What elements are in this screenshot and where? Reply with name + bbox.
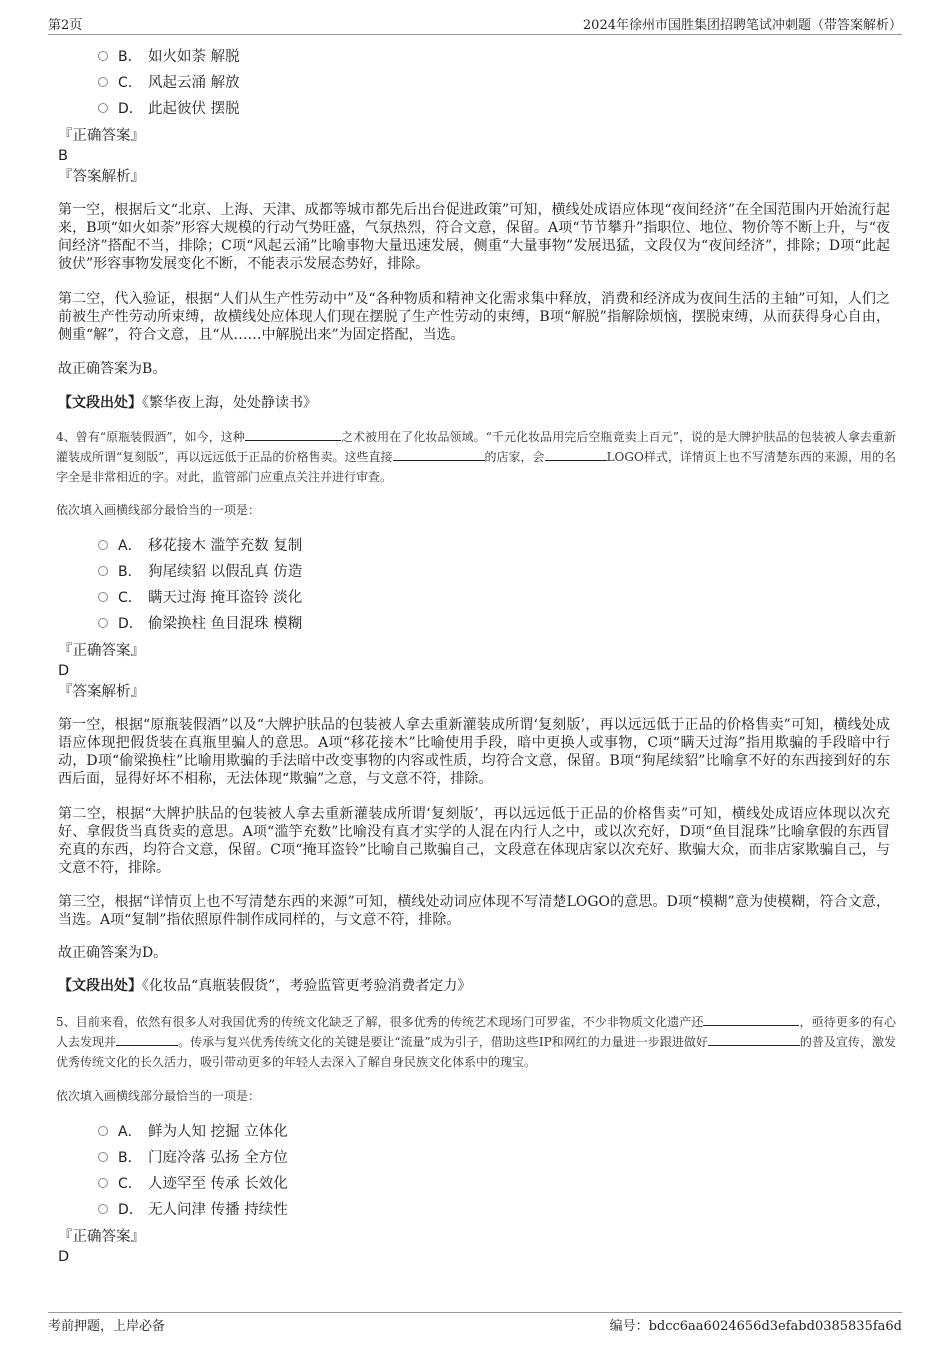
answer-value: D [58,1249,70,1265]
fill-blank [545,448,607,461]
q5-option-d[interactable]: D． 无人问津 传播 持续性 [98,1200,288,1220]
answer-value: D [58,663,70,679]
question-prompt: 依次填入画横线部分最恰当的一项是： [56,1089,261,1103]
analysis-conclusion: 故正确答案为B。 [58,361,167,377]
fill-blank [708,1033,800,1046]
radio-icon[interactable] [98,566,108,576]
radio-icon[interactable] [98,540,108,550]
q5-option-b[interactable]: B． 门庭冷落 弘扬 全方位 [98,1148,288,1168]
source-line [58,977,890,995]
answer-label: 『正确答案』 [58,643,145,659]
answer-value: B [58,148,68,164]
analysis-conclusion: 故正确答案为D。 [58,945,168,961]
document-title: 2024年徐州市国胜集团招聘笔试冲刺题（带答案解析） [582,18,902,33]
analysis-paragraph: 第一空，根据后文“北京、上海、天津、成都等城市都先后出台促进政策”可知，横线处成语应体现“夜间经济”在全国范围内开始流行起来，B项“如火如荼”形容大规模的行动气势旺盛，气氛热烈，符合文意，保留。A项“节节攀升”指职位、地位、物价等不断上升，与“夜间经济”搭配不当，排除；C项“风起云涌”比喻事物大量迅速发展，侧重“大量事物”发展迅猛，文段仅为“夜间经济”，排除；D项“此起彼伏”形容事物发展变化不断，不能表示发展态势好，排除。 [58,202,890,272]
question-stem: 4、曾有“原瓶装假酒”，如今，这种 之术被用在了化妆品领域。“千元化妆品用完后空瓶竟卖上百元”，说的是大牌护肤品的包装被人拿去重新灌装成所谓“复刻版”，再以远远低于正品的价格售卖。这些直接 的店家，会 LOGO样式，详情页上也不写清楚东西的来源，用的名字全是非常相近的字。对此，监管部门应重点关注并进行审查。 [56,430,896,484]
q4-option-c[interactable]: C． 瞒天过海 掩耳盗铃 淡化 [98,588,302,608]
fill-blank [245,428,341,441]
radio-icon[interactable] [98,592,108,602]
source-label: 【文段出处】 [58,395,142,411]
analysis-label: 『答案解析』 [58,169,145,185]
q4-option-b[interactable]: B． 狗尾续貂 以假乱真 仿造 [98,562,302,582]
radio-icon[interactable] [98,103,108,113]
analysis-paragraph: 第三空，根据“详情页上也不写清楚东西的来源”可知，横线处动词应体现不写清楚LOGO的意思。D项“模糊”意为使模糊，符合文意，当选。A项“复制”指依照原件制作成同样的，与文意不符，排除。 [58,894,890,928]
page-header [48,14,902,35]
radio-icon[interactable] [98,1204,108,1214]
radio-icon[interactable] [98,618,108,628]
q4-option-d[interactable]: D． 偷梁换柱 鱼目混珠 模糊 [98,614,302,634]
q3-option-b[interactable]: B． 如火如荼 解脱 [98,47,240,67]
footer-slogan: 考前押题，上岸必备 [48,1319,166,1334]
fill-blank [393,448,485,461]
radio-icon[interactable] [98,77,108,87]
analysis-label: 『答案解析』 [58,684,145,700]
fill-blank [703,1013,799,1026]
analysis-paragraph: 第二空，根据“大牌护肤品的包装被人拿去重新灌装成所谓‘复刻版’，再以远远低于正品的价格售卖”可知，横线处成语应体现以次充好、拿假货当真货卖的意思。A项“滥竽充数”比喻没有真才实学的人混在内行人之中，或以次充好，D项“鱼目混珠”比喻拿假的东西冒充真的东西，均符合文意，保留。C项“掩耳盗铃”比喻自己欺骗自己，文段意在体现店家以次充好、欺骗大众，而非店家欺骗自己，与文意不符，排除。 [58,806,890,876]
answer-label: 『正确答案』 [58,128,145,144]
analysis-paragraph: 第一空，根据“原瓶装假酒”以及“大牌护肤品的包装被人拿去重新灌装成所谓‘复刻版’，再以远远低于正品的价格售卖”可知，横线处成语应体现把假货装在真瓶里骗人的意思。A项“移花接木”比喻使用手段，暗中更换人或事物，C项“瞒天过海”指用欺骗的手段暗中行动，D项“偷梁换柱”比喻用欺骗的手法暗中改变事物的内容或性质，均符合文意，保留。B项“狗尾续貂”比喻拿不好的东西接到好的东西后面，显得好坏不相称，无法体现“欺骗”之意，与文意不符，排除。 [58,717,890,787]
source-title: 《化妆品“真瓶装假货”，考验监管更考验消费者定力》 [142,978,472,994]
radio-icon[interactable] [98,1178,108,1188]
q3-option-c[interactable]: C． 风起云涌 解放 [98,73,240,93]
document-id: 编号：bdcc6aa6024656d3efabd0385835fa6d [609,1319,902,1334]
analysis-paragraph: 第二空，代入验证，根据“人们从生产性劳动中”及“各种物质和精神文化需求集中释放，消费和经济成为夜间生活的主轴”可知，人们之前被生产性劳动所束缚，故横线处应体现人们现在摆脱了生产性劳动的束缚，B项“解脱”指解除烦恼，摆脱束缚，从而获得身心自由，侧重“解”，符合文意，且“从……中解脱出来”为固定搭配，当选。 [58,291,890,343]
q5-option-c[interactable]: C． 人迹罕至 传承 长效化 [98,1174,288,1194]
question-stem: 5、目前来看，依然有很多人对我国优秀的传统文化缺乏了解，很多优秀的传统艺术现场门可罗雀，不少非物质文化遗产还 ，亟待更多的有心人去发现并 。传承与复兴优秀传统文化的关键是要让“流量”成为引子，借助这些IP和网红的力量进一步跟进做好 的普及宣传，激发优秀传统文化的长久活力，吸引带动更多的年轻人去深入了解自身民族文化体系中的瑰宝。 [56,1015,896,1069]
source-title: 《繁华夜上海，处处静读书》 [142,395,317,411]
page-number: 第2页 [48,18,83,33]
q5-option-a[interactable]: A． 鲜为人知 挖掘 立体化 [98,1122,288,1142]
fill-blank [116,1033,178,1046]
radio-icon[interactable] [98,1152,108,1162]
radio-icon[interactable] [98,1126,108,1136]
answer-label: 『正确答案』 [58,1229,145,1245]
page-footer [48,1312,902,1337]
source-label: 【文段出处】 [58,978,142,994]
source-line [58,394,890,412]
question-prompt: 依次填入画横线部分最恰当的一项是： [56,503,261,517]
q4-option-a[interactable]: A． 移花接木 滥竽充数 复制 [98,536,302,556]
radio-icon[interactable] [98,51,108,61]
q3-option-d[interactable]: D． 此起彼伏 摆脱 [98,99,240,119]
